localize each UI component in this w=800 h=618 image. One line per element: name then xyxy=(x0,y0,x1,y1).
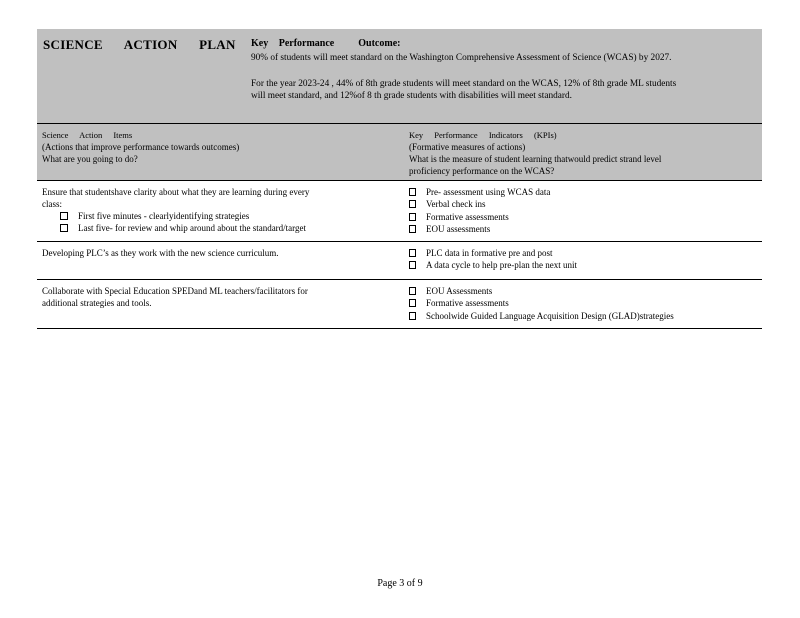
table-row xyxy=(37,181,762,241)
checkbox-glyph-icon xyxy=(409,213,416,221)
divider xyxy=(37,328,762,329)
kpi-item xyxy=(409,310,754,322)
kpi-text: Pre- assessment using WCAS data xyxy=(426,187,551,197)
kpi-text: PLC data in formative pre and post xyxy=(426,248,553,258)
page-number: Page 3 of 9 xyxy=(377,578,423,589)
action-items-header xyxy=(42,129,397,165)
sub-item xyxy=(42,210,372,222)
action-item xyxy=(42,285,372,309)
outcome-label: Outcome: xyxy=(358,38,401,49)
sub-item-text: First five minutes - clearlyidentifying strategies xyxy=(78,211,250,221)
key-performance-outcome xyxy=(251,38,756,102)
action-text: Developing PLC’s as they work with the new science curriculum. xyxy=(42,248,279,258)
kpi-item xyxy=(409,297,754,309)
kpi-header xyxy=(409,129,754,177)
sub-item xyxy=(42,222,372,234)
plan-header xyxy=(37,29,762,123)
checkbox-glyph-icon xyxy=(409,299,416,307)
kpi-list xyxy=(409,186,754,235)
year-target-line-1: For the year 2023-24 , 44% of 8th grade students will meet standard on the WCAS, 12% of 8th grade ML students xyxy=(251,79,677,89)
table-row xyxy=(37,280,762,328)
action-text: additional strategies and tools. xyxy=(42,298,152,308)
kpi-question-1: What is the measure of student learning thatwould predict strand level xyxy=(409,154,662,164)
kpi-text: A data cycle to help pre-plan the next unit xyxy=(426,260,577,271)
kpi-item xyxy=(409,223,754,235)
kpo-label: Key Performance xyxy=(251,38,335,49)
checkbox-glyph-icon xyxy=(409,225,416,233)
kpi-question-2: proficiency performance on the WCAS? xyxy=(409,166,555,176)
action-text: Collaborate with Special Education SPEDand ML teachers/facilitators for xyxy=(42,286,308,296)
kpi-list xyxy=(409,247,754,272)
sub-item-text: Last five- for review and whip around about the standard/target xyxy=(78,223,307,233)
column-header-band xyxy=(37,124,762,180)
goal-text: 90% of students will meet standard on the Washington Comprehensive Assessment of Science (WCAS) by 2027. xyxy=(251,53,672,63)
kpi-text: Formative assessments xyxy=(426,298,509,309)
checkbox-glyph-icon xyxy=(409,287,416,295)
kpi-item xyxy=(409,211,754,223)
checkbox-glyph-icon xyxy=(60,224,68,232)
page-title: SCIENCE ACTION PLAN xyxy=(43,37,236,52)
checkbox-glyph-icon xyxy=(409,200,416,208)
kpi-item xyxy=(409,259,754,271)
kpi-item xyxy=(409,247,754,259)
action-item xyxy=(42,247,372,259)
checkbox-glyph-icon xyxy=(409,261,416,269)
kpi-subtitle: (Formative measures of actions) xyxy=(409,142,526,152)
kpi-text: Verbal check ins xyxy=(426,199,486,210)
action-text: class: xyxy=(42,199,62,209)
action-items-question: What are you going to do? xyxy=(42,154,138,164)
kpi-text: Formative assessments xyxy=(426,211,509,222)
kpi-item xyxy=(409,285,754,297)
kpi-title: Key Performance Indicators (KPIs) xyxy=(409,130,557,140)
action-text: Ensure that studentshave clarity about what they are learning during every xyxy=(42,187,310,197)
action-items-title: Science Action Items xyxy=(42,130,133,140)
checkbox-glyph-icon xyxy=(409,249,416,257)
checkbox-glyph-icon xyxy=(409,312,416,320)
checkbox-glyph-icon xyxy=(60,212,68,220)
kpo-heading xyxy=(251,38,756,50)
kpi-text: Schoolwide Guided Language Acquisition Design (GLAD)strategies xyxy=(426,310,674,321)
kpi-text: EOU assessments xyxy=(426,223,491,234)
kpi-text: EOU Assessments xyxy=(426,286,493,296)
table-row xyxy=(37,242,762,279)
kpi-list xyxy=(409,285,754,322)
kpi-item xyxy=(409,198,754,210)
action-item xyxy=(42,186,372,234)
checkbox-glyph-icon xyxy=(409,188,416,196)
action-items-subtitle: (Actions that improve performance towards outcomes) xyxy=(42,142,240,152)
kpi-item xyxy=(409,186,754,198)
year-target-line-2: will meet standard, and 12%of 8 th grade students with disabilities will meet standard. xyxy=(251,91,572,101)
